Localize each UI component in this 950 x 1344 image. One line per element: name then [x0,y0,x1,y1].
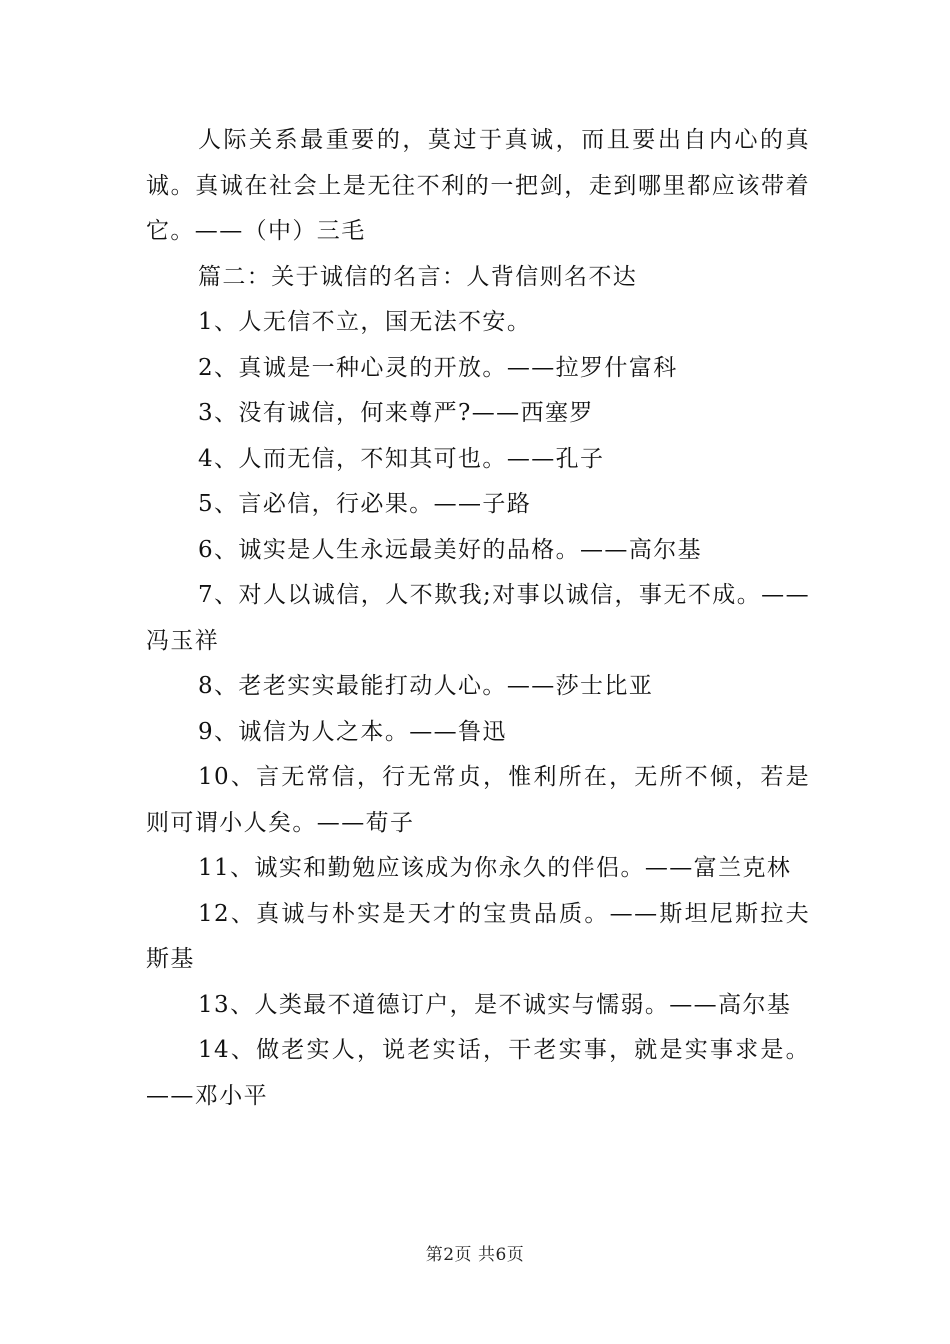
quote-item-2: 2、真诚是一种心灵的开放。——拉罗什富科 [198,354,678,381]
quote-item-5: 5、言必信，行必果。——子路 [198,491,532,517]
quote-item-12: 12、真诚与朴实是天才的宝贵品质。——斯坦尼斯拉夫斯基 [146,900,810,972]
quote-item-8: 8、老老实实最能打动人心。——莎士比亚 [198,673,654,699]
quote-item-14: 14、做老实人，说老实话，干老实事，就是实事求是。——邓小平 [146,1037,810,1109]
quote-item-11: 11、诚实和勤勉应该成为你永久的伴侣。——富兰克林 [198,855,792,881]
quote-item-7: 7、对人以诚信，人不欺我;对事以诚信，事无不成。——冯玉祥 [146,582,810,654]
quote-item-1: 1、人无信不立，国无法不安。 [198,309,532,335]
quote-item-9: 9、诚信为人之本。——鲁迅 [198,718,507,745]
quote-item-4: 4、人而无信，不知其可也。——孔子 [198,445,605,472]
section-heading: 篇二：关于诚信的名言：人背信则名不达 [198,263,638,290]
paragraph-intro-quote: 人际关系最重要的，莫过于真诚，而且要出自内心的真诚。真诚在社会上是无往不利的一把剑，走到哪里都应该带着它。——（中）三毛 [146,127,810,244]
page-footer-number: 第2页 共6页 [425,1245,525,1265]
quote-item-3: 3、没有诚信，何来尊严?——西塞罗 [198,400,594,426]
quote-item-13: 13、人类最不道德订户，是不诚实与懦弱。——高尔基 [198,991,792,1018]
document-body [146,118,810,1119]
quote-item-6: 6、诚实是人生永远最美好的品格。——高尔基 [198,536,703,563]
quote-item-10: 10、言无常信，行无常贞，惟利所在，无所不倾，若是则可谓小人矣。——荀子 [146,764,810,836]
